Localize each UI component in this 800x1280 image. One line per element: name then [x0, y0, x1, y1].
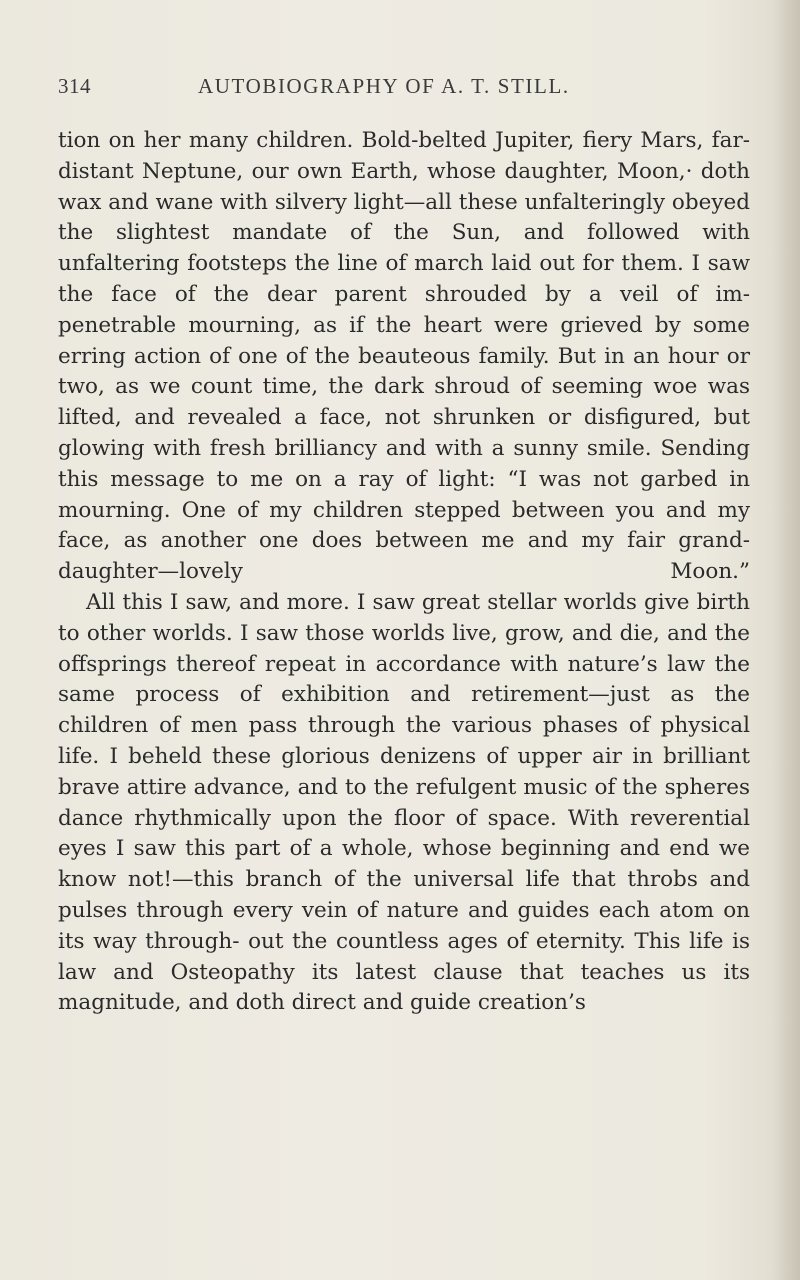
running-title: AUTOBIOGRAPHY OF A. T. STILL.	[198, 74, 570, 98]
body-text	[58, 126, 750, 1019]
paragraph-continued: tion on her many children. Bold-belted Jupiter, fiery Mars, far-distant Neptune, our own Earth, whose daughter, Moon,· doth wax and wane with silvery light—all these unfalteringly obeyed the slightest mandate of the Sun, and followed with unfaltering footsteps the line of march laid out for them. I saw the face of the dear parent shrouded by a veil of im- penetrable mourning, as if the heart were grieved by some erring action of one of the beauteous family. But in an hour or two, as we count time, the dark shroud of seeming woe was lifted, and revealed a face, not shrunken or disfigured, but glowing with fresh brilliancy and with a sunny smile. Sending this message to me on a ray of light: “I was not garbed in mourning. One of my children stepped between you and my face, as another one does between me and my fair grand-daughter—lovely Moon.”	[58, 128, 750, 585]
page-edge-shadow	[772, 0, 800, 1280]
running-header	[58, 74, 758, 110]
page-number: 314	[58, 74, 91, 98]
paragraph: All this I saw, and more. I saw great stellar worlds give birth to other worlds. I saw those worlds live, grow, and die, and the offsprings thereof repeat in accordance with nature’s law the same process of exhibition and retirement—just as the children of men pass through the various phases of physical life. I beheld these glorious denizens of upper air in brilliant brave attire advance, and to the refulgent music of the spheres dance rhythmically upon the floor of space. With reverential eyes I saw this part of a whole, whose beginning and end we know not!—this branch of the universal life that throbs and pulses through every vein of nature and guides each atom on its way through- out the countless ages of eternity. This life is law and Osteopathy its latest clause that teaches us its magnitude, and doth direct and guide creation’s	[58, 589, 750, 1016]
